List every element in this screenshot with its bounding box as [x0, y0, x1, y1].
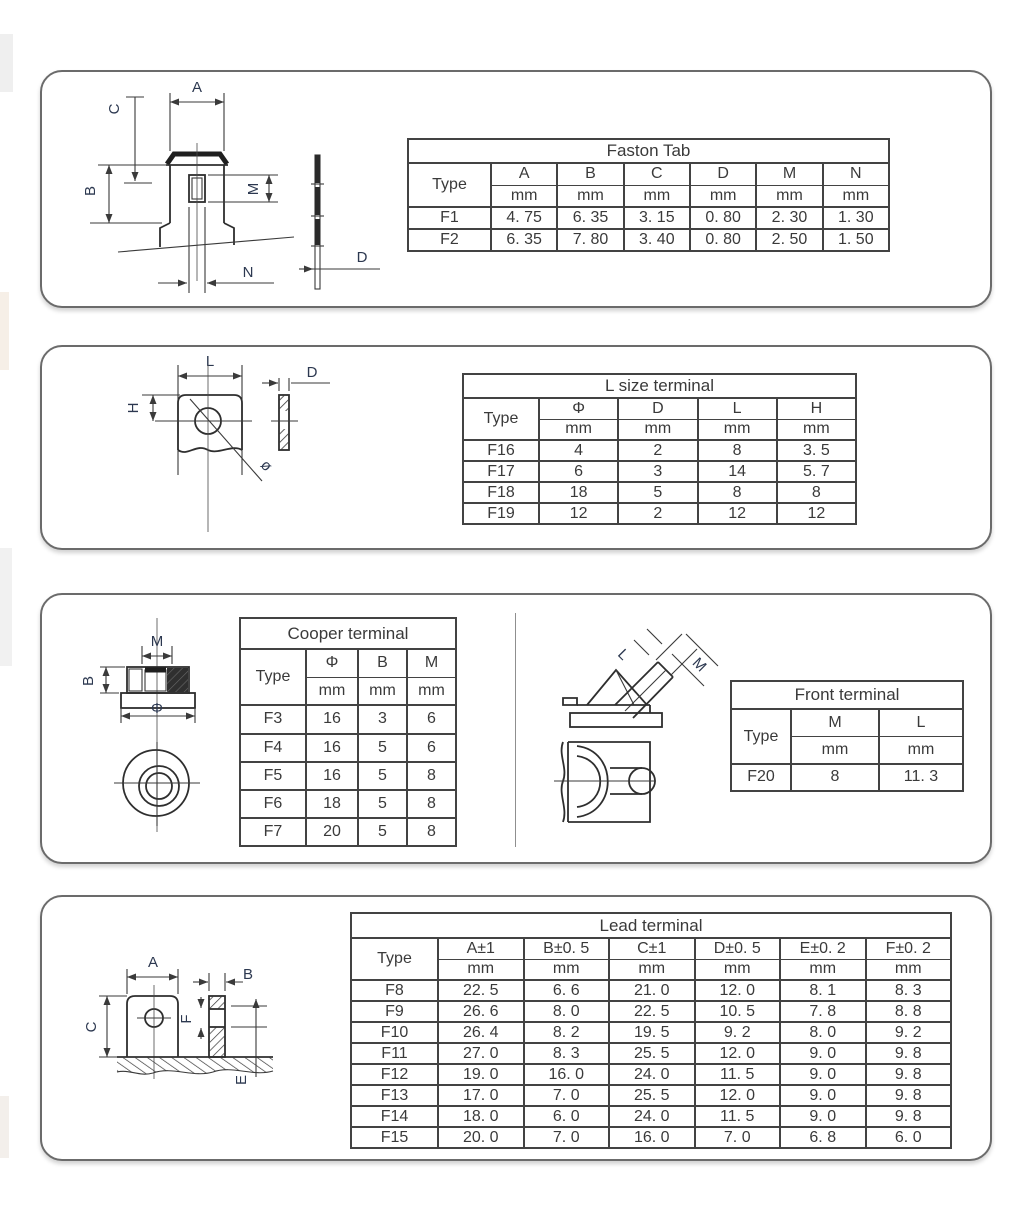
type-cell: F13	[351, 1085, 438, 1106]
type-cell: F5	[240, 762, 306, 790]
value-cell: 18	[539, 482, 618, 503]
value-cell: 11. 5	[695, 1064, 781, 1085]
value-cell: 27. 0	[438, 1043, 524, 1064]
value-cell: 1. 50	[823, 229, 889, 251]
type-cell: F3	[240, 705, 306, 733]
value-cell: 9. 0	[780, 1064, 866, 1085]
value-cell: 12	[698, 503, 777, 524]
value-cell: 9. 0	[780, 1106, 866, 1127]
dim-label-b: B	[80, 675, 97, 687]
column-header: A±1	[438, 938, 524, 959]
value-cell: 24. 0	[609, 1106, 695, 1127]
table-row	[408, 207, 889, 229]
table-row	[351, 1001, 951, 1022]
table-row	[240, 734, 456, 762]
type-cell: F19	[463, 503, 539, 524]
scan-artifact	[0, 292, 9, 370]
value-cell: 6	[407, 705, 456, 733]
value-cell: 8. 3	[524, 1043, 610, 1064]
value-cell: 2. 50	[756, 229, 822, 251]
unit-cell: mm	[524, 959, 610, 980]
value-cell: 6. 0	[524, 1106, 610, 1127]
value-cell: 18. 0	[438, 1106, 524, 1127]
type-cell: F2	[408, 229, 491, 251]
dim-label-m: M	[245, 182, 262, 196]
dim-label-a: A	[147, 954, 159, 971]
value-cell: 5. 7	[777, 461, 856, 482]
cooper-terminal-table	[239, 617, 457, 847]
table-row	[408, 229, 889, 251]
unit-cell: mm	[438, 959, 524, 980]
table-row	[463, 482, 856, 503]
column-header: L	[879, 709, 963, 736]
dim-label-phi: Φ	[151, 700, 163, 717]
unit-cell: mm	[695, 959, 781, 980]
type-cell: F10	[351, 1022, 438, 1043]
value-cell: 9. 8	[866, 1085, 952, 1106]
dim-label-m: M	[688, 654, 710, 676]
value-cell: 8. 1	[780, 980, 866, 1001]
value-cell: 3. 15	[624, 207, 690, 229]
column-header: Φ	[306, 649, 358, 677]
dim-label-h: H	[125, 402, 142, 414]
unit-cell: mm	[609, 959, 695, 980]
dim-label-m: M	[150, 633, 164, 650]
column-header: B±0. 5	[524, 938, 610, 959]
dim-label-b: B	[242, 966, 254, 983]
value-cell: 16. 0	[524, 1064, 610, 1085]
dim-label-n: N	[242, 264, 254, 281]
column-header: E±0. 2	[780, 938, 866, 959]
value-cell: 11. 5	[695, 1106, 781, 1127]
column-header: H	[777, 398, 856, 419]
cooper-front-terminal-panel	[40, 593, 992, 864]
unit-cell: mm	[879, 736, 963, 763]
section-divider	[515, 613, 516, 847]
value-cell: 3. 5	[777, 440, 856, 461]
unit-cell: mm	[358, 677, 407, 705]
table-title: L size terminal	[463, 374, 856, 398]
unit-cell: mm	[557, 185, 623, 207]
column-header: C	[624, 163, 690, 185]
type-cell: F4	[240, 734, 306, 762]
value-cell: 5	[358, 818, 407, 846]
dim-label-phi: ø	[256, 456, 276, 476]
value-cell: 12. 0	[695, 980, 781, 1001]
faston-tab-drawing	[62, 77, 406, 299]
type-header: Type	[731, 709, 791, 764]
column-header: L	[698, 398, 777, 419]
value-cell: 2. 30	[756, 207, 822, 229]
value-cell: 20. 0	[438, 1127, 524, 1148]
value-cell: 17. 0	[438, 1085, 524, 1106]
type-cell: F17	[463, 461, 539, 482]
value-cell: 9. 0	[780, 1043, 866, 1064]
column-header: D	[690, 163, 756, 185]
table-row	[463, 503, 856, 524]
table-row	[351, 980, 951, 1001]
front-terminal-drawing	[530, 610, 730, 838]
table-row	[351, 1127, 951, 1148]
value-cell: 21. 0	[609, 980, 695, 1001]
table-title: Front terminal	[731, 681, 963, 709]
type-cell: F16	[463, 440, 539, 461]
column-header: B	[358, 649, 407, 677]
value-cell: 9. 8	[866, 1106, 952, 1127]
value-cell: 8. 8	[866, 1001, 952, 1022]
value-cell: 7. 0	[524, 1085, 610, 1106]
value-cell: 0. 80	[690, 207, 756, 229]
value-cell: 20	[306, 818, 358, 846]
value-cell: 12	[777, 503, 856, 524]
faston-tab-panel	[40, 70, 992, 308]
table-row	[463, 461, 856, 482]
type-cell: F7	[240, 818, 306, 846]
type-cell: F11	[351, 1043, 438, 1064]
unit-cell: mm	[823, 185, 889, 207]
value-cell: 6. 8	[780, 1127, 866, 1148]
column-header: Φ	[539, 398, 618, 419]
unit-cell: mm	[306, 677, 358, 705]
dim-label-b: B	[82, 185, 99, 197]
lead-terminal-panel	[40, 895, 992, 1161]
type-cell: F20	[731, 764, 791, 791]
table-row	[463, 440, 856, 461]
scan-artifact	[0, 548, 12, 666]
value-cell: 25. 5	[609, 1043, 695, 1064]
value-cell: 16	[306, 734, 358, 762]
table-row	[240, 705, 456, 733]
type-header: Type	[351, 938, 438, 980]
table-row	[351, 1064, 951, 1085]
unit-cell: mm	[698, 419, 777, 440]
table-row	[240, 818, 456, 846]
unit-cell: mm	[791, 736, 879, 763]
column-header: N	[823, 163, 889, 185]
value-cell: 22. 5	[609, 1001, 695, 1022]
type-cell: F6	[240, 790, 306, 818]
value-cell: 6. 6	[524, 980, 610, 1001]
lead-terminal-table	[350, 912, 952, 1149]
column-header: D±0. 5	[695, 938, 781, 959]
lead-terminal-drawing	[75, 939, 355, 1149]
value-cell: 6. 0	[866, 1127, 952, 1148]
value-cell: 8	[698, 440, 777, 461]
front-terminal-table	[730, 680, 964, 792]
type-header: Type	[463, 398, 539, 440]
value-cell: 22. 5	[438, 980, 524, 1001]
type-cell: F12	[351, 1064, 438, 1085]
value-cell: 19. 0	[438, 1064, 524, 1085]
value-cell: 9. 0	[780, 1085, 866, 1106]
value-cell: 12. 0	[695, 1085, 781, 1106]
value-cell: 3. 40	[624, 229, 690, 251]
value-cell: 9. 8	[866, 1043, 952, 1064]
faston-tab-table	[407, 138, 890, 252]
cooper-terminal-drawing	[62, 610, 242, 838]
type-cell: F1	[408, 207, 491, 229]
value-cell: 5	[358, 790, 407, 818]
value-cell: 14	[698, 461, 777, 482]
table-row	[351, 1106, 951, 1127]
dim-label-f: F	[178, 1014, 195, 1024]
value-cell: 8	[791, 764, 879, 791]
scan-artifact	[0, 1096, 9, 1158]
column-header: A	[491, 163, 557, 185]
value-cell: 6	[407, 734, 456, 762]
value-cell: 8. 2	[524, 1022, 610, 1043]
value-cell: 8. 3	[866, 980, 952, 1001]
value-cell: 16	[306, 705, 358, 733]
value-cell: 7. 0	[524, 1127, 610, 1148]
dim-label-a: A	[191, 79, 203, 96]
value-cell: 3	[358, 705, 407, 733]
unit-cell: mm	[618, 419, 697, 440]
scan-artifact	[0, 34, 13, 92]
dim-label-l: L	[614, 645, 633, 664]
unit-cell: mm	[780, 959, 866, 980]
table-row	[351, 1043, 951, 1064]
value-cell: 8	[407, 818, 456, 846]
value-cell: 1. 30	[823, 207, 889, 229]
unit-cell: mm	[756, 185, 822, 207]
unit-cell: mm	[866, 959, 952, 980]
value-cell: 16. 0	[609, 1127, 695, 1148]
table-row	[351, 1022, 951, 1043]
value-cell: 4. 75	[491, 207, 557, 229]
column-header: B	[557, 163, 623, 185]
unit-cell: mm	[624, 185, 690, 207]
type-cell: F8	[351, 980, 438, 1001]
column-header: M	[407, 649, 456, 677]
value-cell: 8	[777, 482, 856, 503]
unit-cell: mm	[690, 185, 756, 207]
dim-label-c: C	[83, 1021, 100, 1033]
dim-label-d: D	[306, 364, 318, 381]
value-cell: 24. 0	[609, 1064, 695, 1085]
value-cell: 7. 8	[780, 1001, 866, 1022]
value-cell: 8	[407, 762, 456, 790]
value-cell: 12	[539, 503, 618, 524]
value-cell: 7. 0	[695, 1127, 781, 1148]
value-cell: 26. 4	[438, 1022, 524, 1043]
value-cell: 8. 0	[524, 1001, 610, 1022]
value-cell: 2	[618, 440, 697, 461]
value-cell: 9. 2	[695, 1022, 781, 1043]
l-size-terminal-panel	[40, 345, 992, 550]
type-cell: F15	[351, 1127, 438, 1148]
value-cell: 5	[358, 762, 407, 790]
unit-cell: mm	[407, 677, 456, 705]
value-cell: 2	[618, 503, 697, 524]
type-cell: F18	[463, 482, 539, 503]
value-cell: 4	[539, 440, 618, 461]
l-size-terminal-table	[462, 373, 857, 525]
column-header: M	[791, 709, 879, 736]
value-cell: 0. 80	[690, 229, 756, 251]
value-cell: 25. 5	[609, 1085, 695, 1106]
type-cell: F14	[351, 1106, 438, 1127]
value-cell: 8	[407, 790, 456, 818]
type-cell: F9	[351, 1001, 438, 1022]
table-title: Cooper terminal	[240, 618, 456, 649]
value-cell: 18	[306, 790, 358, 818]
l-size-terminal-drawing	[100, 350, 380, 546]
value-cell: 9. 2	[866, 1022, 952, 1043]
column-header: F±0. 2	[866, 938, 952, 959]
table-row	[240, 790, 456, 818]
value-cell: 8. 0	[780, 1022, 866, 1043]
unit-cell: mm	[539, 419, 618, 440]
dim-label-l: L	[205, 353, 215, 370]
value-cell: 5	[358, 734, 407, 762]
value-cell: 6. 35	[491, 229, 557, 251]
dim-label-c: C	[106, 103, 123, 115]
value-cell: 7. 80	[557, 229, 623, 251]
value-cell: 6	[539, 461, 618, 482]
value-cell: 12. 0	[695, 1043, 781, 1064]
dim-label-e: E	[233, 1074, 250, 1086]
table-title: Lead terminal	[351, 913, 951, 938]
table-row	[240, 762, 456, 790]
table-row	[351, 1085, 951, 1106]
table-row	[731, 764, 963, 791]
value-cell: 3	[618, 461, 697, 482]
value-cell: 11. 3	[879, 764, 963, 791]
column-header: C±1	[609, 938, 695, 959]
table-title: Faston Tab	[408, 139, 889, 163]
dim-label-d: D	[356, 249, 368, 266]
value-cell: 6. 35	[557, 207, 623, 229]
value-cell: 16	[306, 762, 358, 790]
column-header: D	[618, 398, 697, 419]
type-header: Type	[408, 163, 491, 207]
column-header: M	[756, 163, 822, 185]
value-cell: 9. 8	[866, 1064, 952, 1085]
value-cell: 5	[618, 482, 697, 503]
value-cell: 19. 5	[609, 1022, 695, 1043]
value-cell: 10. 5	[695, 1001, 781, 1022]
value-cell: 26. 6	[438, 1001, 524, 1022]
type-header: Type	[240, 649, 306, 705]
unit-cell: mm	[777, 419, 856, 440]
value-cell: 8	[698, 482, 777, 503]
unit-cell: mm	[491, 185, 557, 207]
